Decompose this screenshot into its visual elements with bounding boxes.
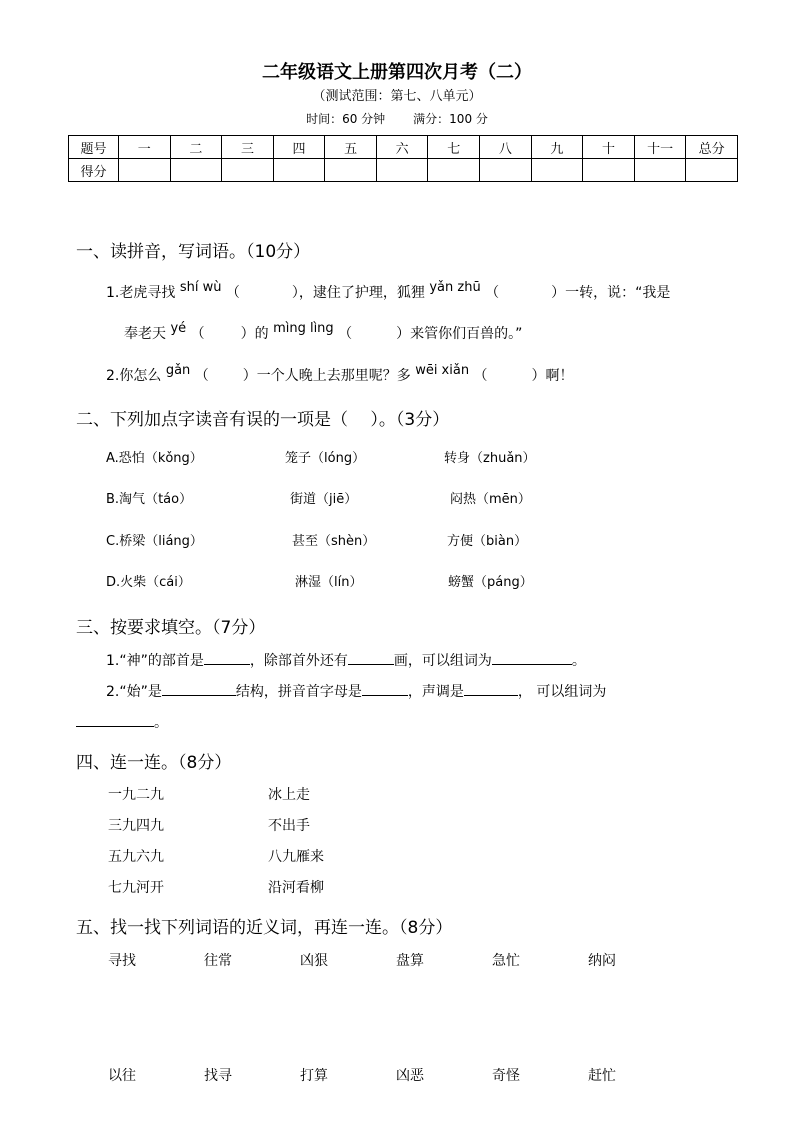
table-cell: 四 <box>273 136 325 159</box>
synonym-bottom-word[interactable]: 找寻 <box>204 1068 232 1084</box>
fill-blank[interactable] <box>204 650 250 665</box>
pinyin-weixian: wēi xiǎn <box>415 363 470 378</box>
score-table <box>68 135 738 182</box>
score-cell[interactable] <box>428 159 480 182</box>
test-scope: （测试范围：第七、八单元） <box>312 89 482 104</box>
s1-question-1-line-1: 1.老虎寻找 shí wù （ ），逮住了护理，狐狸 yǎn zhū （ ）一转，说：“我是 <box>106 280 671 301</box>
pinyin-mingling: mìng lìng <box>273 321 334 336</box>
option-c-word-1[interactable]: C.桥梁（liáng） <box>106 534 203 549</box>
section-5-title: 五、找一找下列词语的近义词，再连一连。（8分） <box>76 918 453 938</box>
synonym-bottom-word[interactable]: 奇怪 <box>492 1068 520 1084</box>
fill-blank[interactable] <box>162 681 236 696</box>
score-cell[interactable] <box>273 159 325 182</box>
option-c-word-2: 甚至（shèn） <box>292 534 376 549</box>
table-cell: 三 <box>222 136 274 159</box>
synonym-top-word[interactable]: 往常 <box>204 953 232 969</box>
score-cell[interactable] <box>583 159 635 182</box>
option-a-word-1[interactable]: A.恐怕（kǒng） <box>106 451 203 466</box>
table-cell: 十一 <box>634 136 686 159</box>
table-cell: 总分 <box>686 136 738 159</box>
section-1-title: 一、读拼音，写词语。（10分） <box>76 242 311 262</box>
match-left-item[interactable]: 三九四九 <box>108 818 164 834</box>
option-d-word-2: 淋湿（lín） <box>295 575 363 590</box>
s1-question-1-line-2: 奉老天 yé （ ）的 mìng lìng （ ）来管你们百兽的。” <box>124 321 523 342</box>
full-score: 满分：100 分 <box>413 112 488 126</box>
synonym-bottom-word[interactable]: 以往 <box>108 1068 136 1084</box>
section-2-title: 二、下列加点字读音有误的一项是（ ）。（3分） <box>76 410 450 430</box>
table-cell: 得分 <box>69 159 119 182</box>
option-a-word-3: 转身（zhuǎn） <box>444 451 536 466</box>
synonym-top-word[interactable]: 寻找 <box>108 953 136 969</box>
s3-question-2-cont: 。 <box>76 712 168 732</box>
synonym-bottom-word[interactable]: 打算 <box>300 1068 328 1084</box>
page-title: 二年级语文上册第四次月考（二） <box>262 62 532 83</box>
fill-blank[interactable] <box>76 712 154 727</box>
score-cell[interactable] <box>480 159 532 182</box>
match-right-item[interactable]: 八九雁来 <box>268 849 324 865</box>
fill-blank[interactable] <box>464 681 518 696</box>
section-4-title: 四、连一连。（8分） <box>76 753 232 773</box>
match-right-item[interactable]: 沿河看柳 <box>268 880 324 896</box>
option-d-word-1[interactable]: D.火柴（cái） <box>106 575 191 590</box>
table-cell: 八 <box>480 136 532 159</box>
option-b-word-3: 闷热（mēn） <box>450 492 531 507</box>
fill-blank[interactable] <box>348 650 394 665</box>
s1-question-2: 2.你怎么 gǎn （ ）一个人晚上去那里呢？多 wēi xiǎn （ ）啊！ <box>106 363 574 384</box>
synonym-top-word[interactable]: 盘算 <box>396 953 424 969</box>
table-cell: 五 <box>325 136 377 159</box>
option-b-word-2: 街道（jiē） <box>290 492 358 507</box>
pinyin-ye: yé <box>170 321 187 336</box>
match-left-item[interactable]: 七九河开 <box>108 880 164 896</box>
option-a-word-2: 笼子（lóng） <box>285 451 366 466</box>
score-cell[interactable] <box>119 159 171 182</box>
score-cell[interactable] <box>686 159 738 182</box>
option-c-word-3: 方便（biàn） <box>447 534 528 549</box>
synonym-top-word[interactable]: 凶狠 <box>300 953 328 969</box>
time-limit: 时间：60 分钟 <box>306 112 386 126</box>
s3-question-2: 2.“始”是 结构，拼音首字母是 ，声调是 ， 可以组词为 <box>106 681 606 701</box>
option-d-word-3: 螃蟹（páng） <box>448 575 533 590</box>
table-cell: 六 <box>376 136 428 159</box>
synonym-bottom-word[interactable]: 凶恶 <box>396 1068 424 1084</box>
score-cell[interactable] <box>325 159 377 182</box>
time-and-score <box>0 110 794 127</box>
score-cell[interactable] <box>376 159 428 182</box>
pinyin-shiwu: shí wù <box>179 280 222 295</box>
synonym-top-word[interactable]: 纳闷 <box>588 953 616 969</box>
score-cell[interactable] <box>222 159 274 182</box>
table-cell: 一 <box>119 136 171 159</box>
synonym-bottom-word[interactable]: 赶忙 <box>588 1068 616 1084</box>
fill-blank[interactable] <box>492 650 572 665</box>
score-cell[interactable] <box>531 159 583 182</box>
fill-blank[interactable] <box>362 681 408 696</box>
table-cell: 十 <box>583 136 635 159</box>
score-cell[interactable] <box>634 159 686 182</box>
table-cell: 七 <box>428 136 480 159</box>
synonym-top-word[interactable]: 急忙 <box>492 953 520 969</box>
score-table-score-row <box>69 159 738 182</box>
pinyin-gan: gǎn <box>165 363 191 378</box>
option-b-word-1[interactable]: B.淘气（táo） <box>106 492 193 507</box>
pinyin-yanzhu: yǎn zhū <box>429 280 481 295</box>
score-table-header-row <box>69 136 738 159</box>
section-3-title: 三、按要求填空。（7分） <box>76 618 266 638</box>
match-right-item[interactable]: 不出手 <box>268 818 310 834</box>
match-right-item[interactable]: 冰上走 <box>268 787 310 803</box>
s3-question-1: 1.“神”的部首是 ，除部首外还有 画，可以组词为 。 <box>106 650 586 670</box>
table-cell: 九 <box>531 136 583 159</box>
score-cell[interactable] <box>170 159 222 182</box>
match-left-item[interactable]: 五九六九 <box>108 849 164 865</box>
table-cell: 题号 <box>69 136 119 159</box>
match-left-item[interactable]: 一九二九 <box>108 787 164 803</box>
table-cell: 二 <box>170 136 222 159</box>
